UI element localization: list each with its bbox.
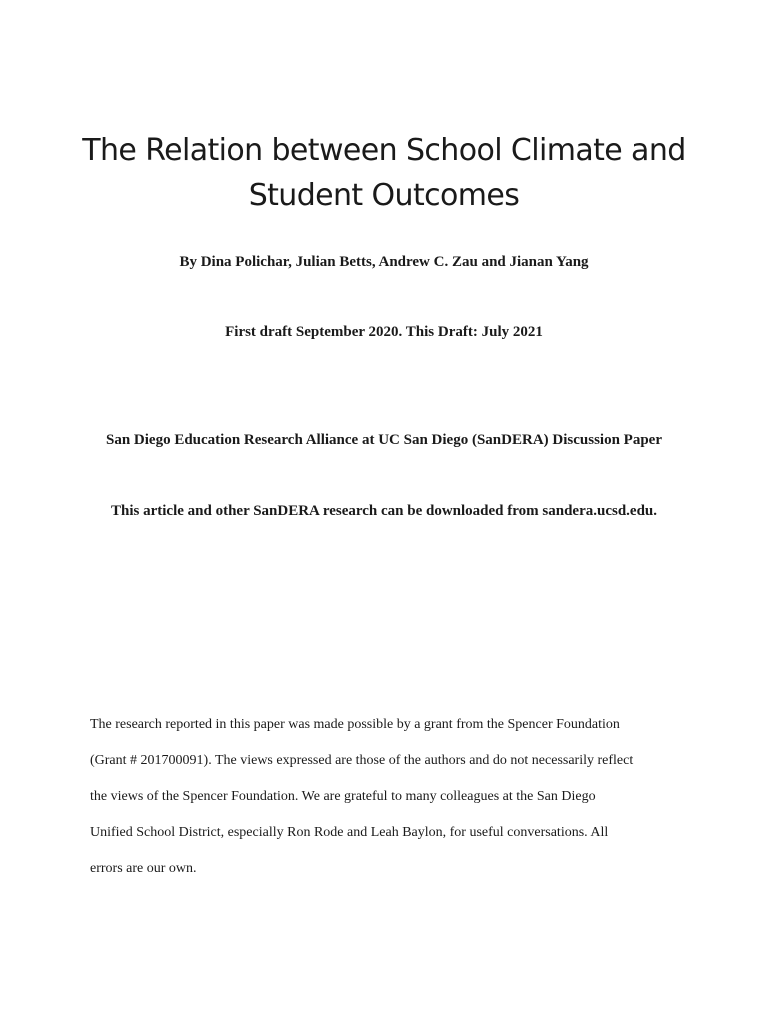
download-note: This article and other SanDERA research can be downloaded from sandera.ucsd.edu. (110, 503, 658, 519)
author-list: By Dina Polichar, Julian Betts, Andrew C. Zau and Jianan Yang (179, 254, 589, 270)
paper-title (0, 128, 768, 218)
acknowledgment-line-2: (Grant # 201700091). The views expressed are those of the authors and do not necessarily reflect (90, 753, 634, 768)
draft-dates: First draft September 2020. This Draft: July 2021 (225, 324, 543, 340)
acknowledgment-line-1: The research reported in this paper was made possible by a grant from the Spencer Foundation (90, 717, 620, 732)
discussion-paper-series: San Diego Education Research Alliance at UC San Diego (SanDERA) Discussion Paper (105, 432, 662, 448)
paper-title-line-2: Student Outcomes (248, 178, 520, 213)
acknowledgment-line-3: the views of the Spencer Foundation. We are grateful to many colleagues at the San Diego (90, 789, 596, 804)
acknowledgment-line-5: errors are our own. (90, 861, 197, 876)
paper-title-line-1: The Relation between School Climate and (82, 133, 686, 168)
acknowledgment-line-4: Unified School District, especially Ron Rode and Leah Baylon, for useful conversations. All (90, 825, 609, 840)
acknowledgment-paragraph (90, 707, 690, 887)
